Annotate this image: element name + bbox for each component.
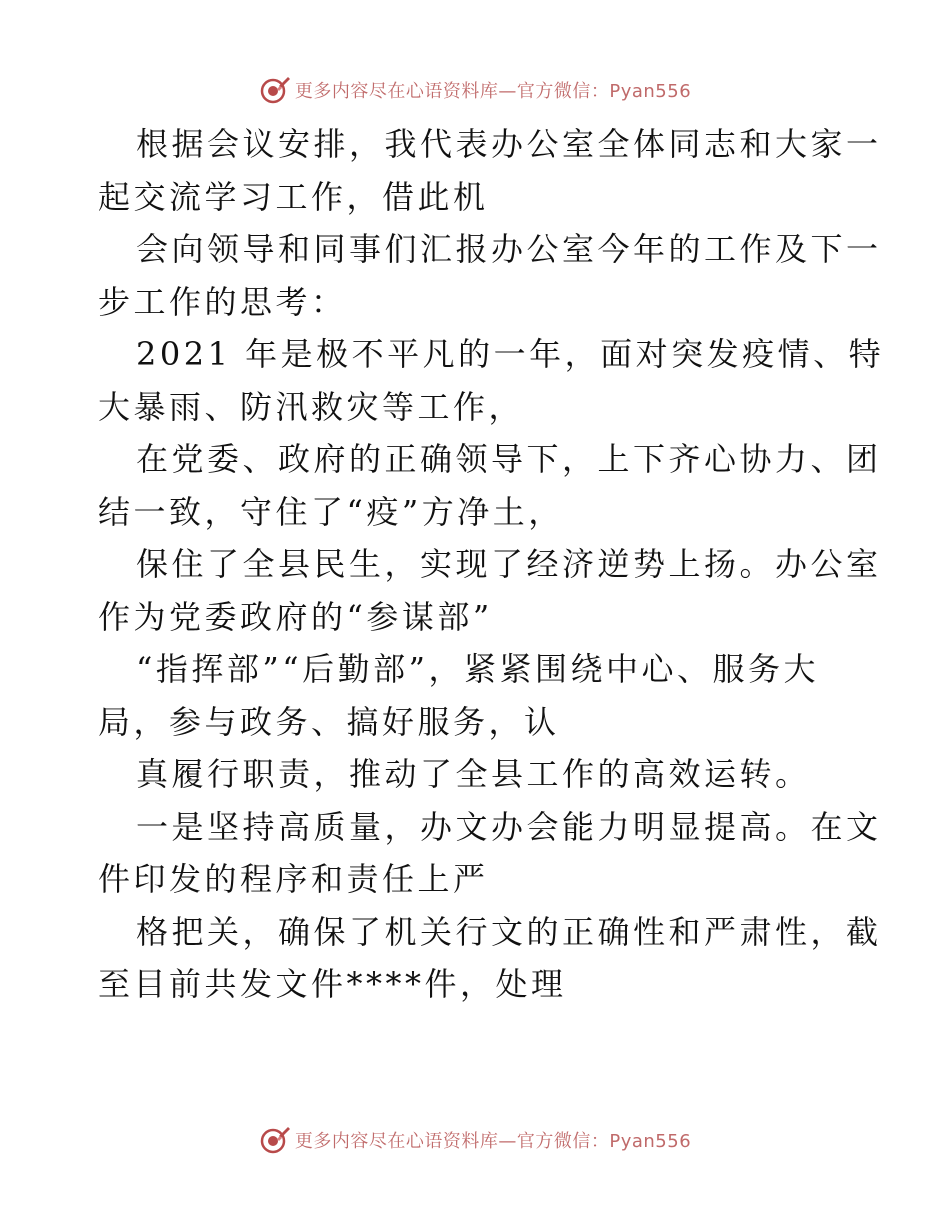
paragraph-line: 大暴雨、防汛救灾等工作，: [98, 387, 525, 426]
paragraph-line: 根据会议安排，我代表办公室全体同志和大家一: [136, 125, 882, 163]
paragraph-line: 真履行职责，推动了全县工作的高效运转。: [136, 755, 811, 793]
watermark-header: [0, 70, 950, 110]
paragraph-line: 保住了全县民生，实现了经济逆势上扬。办公室: [136, 545, 882, 583]
paragraph-line: 起交流学习工作，借此机: [98, 177, 489, 216]
watermark-logo-icon: [259, 74, 291, 106]
paragraph-line: 格把关，确保了机关行文的正确性和严肃性，截: [136, 912, 882, 951]
paragraph-line: 一是坚持高质量，办文办会能力明显提高。在文: [136, 807, 882, 846]
paragraph-line: 局，参与政务、搞好服务，认: [98, 702, 560, 741]
paragraph-line: “指挥部”“后勤部”，紧紧围绕中心、服务大: [136, 650, 819, 688]
watermark-text: 更多内容尽在心语资料库—官方微信：Pyan556: [294, 81, 692, 102]
paragraph-line: 会向领导和同事们汇报办公室今年的工作及下一: [136, 230, 882, 268]
watermark-text: 更多内容尽在心语资料库—官方微信：Pyan556: [294, 1131, 692, 1152]
watermark-footer: [0, 1120, 950, 1160]
document-body: [98, 118, 885, 1011]
paragraph-line: 作为党委政府的“参谋部”: [98, 597, 493, 636]
paragraph-line: 件印发的程序和责任上严: [98, 860, 489, 898]
paragraph-line: 步工作的思考：: [98, 282, 347, 321]
paragraph-line: 至目前共发文件****件，处理: [98, 965, 567, 1003]
paragraph-line: 结一致，守住了“疫”方净土，: [98, 492, 564, 531]
paragraph-line: 2021 年是极不平凡的一年，面对突发疫情、特: [136, 335, 885, 373]
watermark-logo-icon: [259, 1124, 291, 1156]
paragraph-line: 在党委、政府的正确领导下，上下齐心协力、团: [136, 440, 882, 478]
